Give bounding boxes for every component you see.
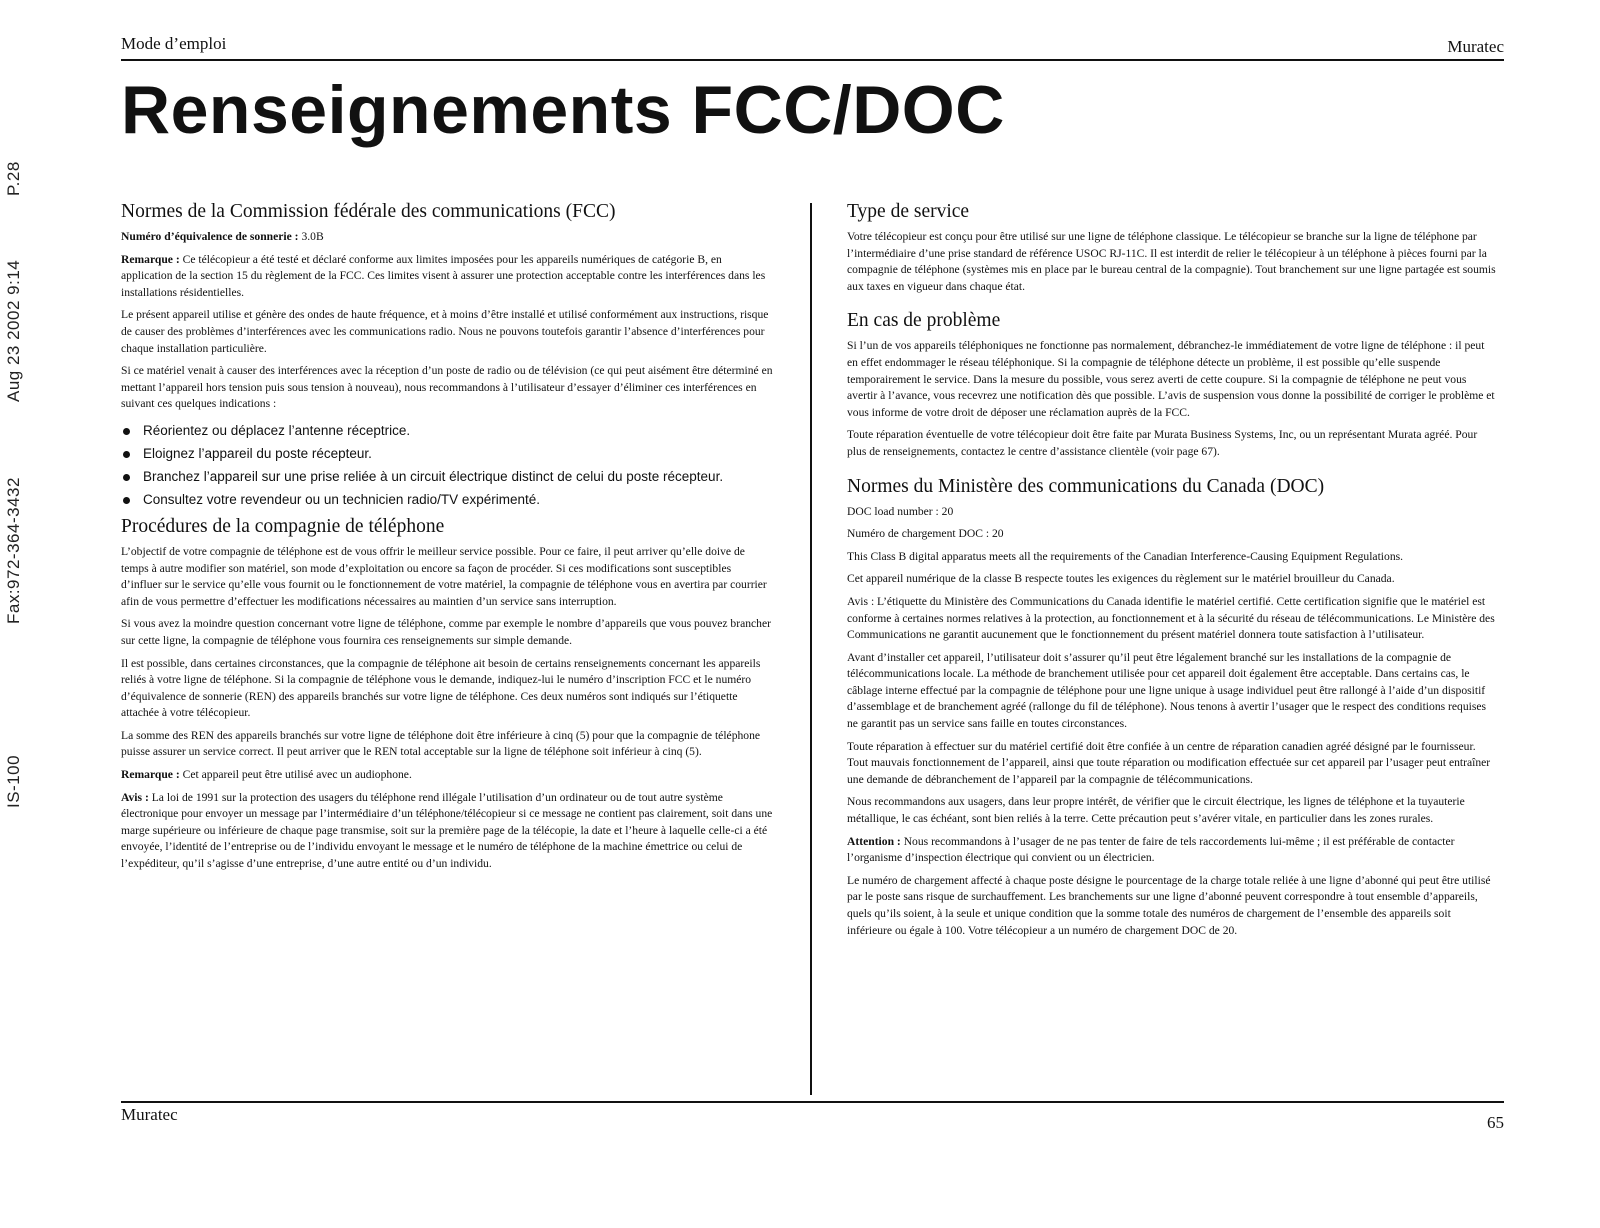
fcc-paragraph-3: Si ce matériel venait à causer des interférences avec la réception d’un poste de radio ou de télévision (ce qui peut aisément être déterminé en mettant l’appareil hors tension puis sous tension à nouveau), nous recommandons à l’utilisateur d’essayer d’éliminer ces interférences en suivant ces quelques indications : — [121, 364, 773, 411]
doc-heading: Normes du Ministère des communications du Canada (DOC) — [847, 475, 1325, 497]
class-b-english: This Class B digital apparatus meets all the requirements of the Canadian Interference-Causing Equipment Regulations. — [847, 549, 1404, 563]
fax-date-label: Aug 23 2002 9:14 — [4, 259, 23, 402]
bullet-icon — [123, 428, 130, 435]
column-divider — [810, 203, 812, 1095]
page-title: Renseignements FCC/DOC — [121, 72, 1005, 148]
phone-company-heading: Procédures de la compagnie de téléphone — [121, 515, 445, 537]
footer-brand: Muratec — [121, 1105, 178, 1124]
audiophone-remark — [121, 767, 773, 784]
doc-install-paragraph: Avant d’installer cet appareil, l’utilisateur doit s’assurer qu’il peut être légalement branché sur les installations de la compagnie de télécommunications locale. La méthode de branchement utilisée pour cet appareil doit également être acceptable. Dans certains cas, le câblage interne effectué par la compagnie de téléphone pour une ligne unique à usage individuel peut être rallongé à l’aide d’un dispositif d’assemblage et de branchement agréé (rallonge du fil de téléphone). Nous tenons à avertir l’usager que le respect des conditions requises ne garantit pas un service sans faille en toutes circonstances. — [847, 650, 1487, 731]
doc-attention — [847, 834, 1497, 867]
fcc-remark — [121, 252, 773, 302]
list-item — [121, 465, 773, 488]
service-heading: Type de service — [847, 201, 970, 222]
page-number: 65 — [1487, 1113, 1504, 1132]
list-item-text: Eloignez l’appareil du poste récepteur. — [143, 445, 372, 461]
doc-charge-number: Numéro de chargement DOC : 20 — [847, 527, 1004, 541]
bullet-icon — [123, 497, 130, 504]
list-item — [121, 442, 773, 465]
phone-paragraph-2: Si vous avez la moindre question concernant votre ligne de téléphone, comme par exemple le nombre d’appareils que vous pouvez brancher sur cette ligne, la compagnie de téléphone vous fournira ces renseignements sur simple demande. — [121, 617, 771, 647]
notice-text: La loi de 1991 sur la protection des usagers du téléphone rend illégale l’utilisation d’un ordinateur ou de tout autre système électronique pour envoyer un message par l’intermédiaire d’un téléphone/télécopieur si ce message ne contient pas clairement, soit dans une marge supérieure ou inférieure de chaque page transmise, soit sur la première page de la télécopie, la date et l’heure à laquelle celle-ci a été envoyée, l’identité de l’entreprise ou de l’individu envoyant le message et le numéro de téléphone de la machine émettrice ou celui de l’expéditeur, qu’il s’agisse d’une entreprise, d’une autre entité ou d’un individu. — [121, 790, 773, 871]
doc-ground-paragraph: Nous recommandons aux usagers, dans leur propre intérêt, de vérifier que le circuit électrique, les lignes de téléphone et la tuyauterie métallique, le cas échéant, sont bien reliés à la terre. Cette précaution peut s’avérer vitale, en particulier dans les zones rurales. — [847, 795, 1465, 826]
phone-paragraph-1: L’objectif de votre compagnie de téléphone est de vous offrir le meilleur service possible. Pour ce faire, il peut arriver qu’elle doive de temps à autre modifier son matériel, son mode d’exploitation ou encore sa façon de procéder. Si ces modifications sont susceptibles d’influer sur le service qu’elle vous fournit ou le fonctionnement de votre matériel, la compagnie de téléphone vous en avertira par courrier afin de vous permettre d’effectuer les modifications nécessaires au maintien d’un service sans interruption. — [121, 544, 767, 608]
list-item — [121, 419, 773, 442]
header-left: Mode d’emploi — [121, 34, 227, 53]
problem-paragraph-2: Toute réparation éventuelle de votre télécopieur doit être faite par Murata Business Systems, Inc, ou un représentant Murata agréé. Pour plus de renseignements, contactez le centre d’assistance clientèle (voir page 67). — [847, 428, 1478, 458]
fax-header-margin — [0, 0, 40, 1228]
right-column — [847, 200, 1497, 945]
list-item — [121, 488, 773, 511]
fcc-paragraph-2: Le présent appareil utilise et génère des ondes de haute fréquence, et à moins d’être installé et utilisé conformément aux instructions, risque de causer des problèmes d’interférences avec les communications radio. Nous ne pouvons toutefois garantir l’absence d’interférences pour chaque installation particulière. — [121, 308, 769, 355]
problem-paragraph-1: Si l’un de vos appareils téléphoniques ne fonctionne pas normalement, débranchez-le immédiatement de votre ligne de téléphone : il peut en effet endommager le réseau téléphonique. Si la compagnie de téléphone détecte un problème, il est possible qu’elle suspende temporairement le service. Dans la mesure du possible, vous serez averti de cette coupure. Si la compagnie de téléphone ne peut vous avertir à l’avance, vous recevrez une notification dès que possible. L’avis de suspension vous donne la possibilité de corriger le problème et vous informe de votre droit de déposer une réclamation auprès de la FCC. — [847, 339, 1495, 419]
bullet-icon — [123, 451, 130, 458]
header-rule — [121, 59, 1504, 61]
fax-id-label: IS-100 — [4, 754, 23, 808]
footer-rule — [121, 1101, 1504, 1103]
remark-label: Remarque : — [121, 252, 180, 266]
remark-text: Ce télécopieur a été testé et déclaré conforme aux limites imposées pour les appareils numériques de catégorie B, en application de la section 15 du règlement de la FCC. Ces limites visent à assurer une protection acceptable contre les interférences dans les installations résidentielles. — [121, 252, 766, 299]
class-b-french: Cet appareil numérique de la classe B respecte toutes les exigences du règlement sur le matériel brouilleur du Canada. — [847, 572, 1395, 586]
doc-repair-paragraph: Toute réparation à effectuer sur du matériel certifié doit être confiée à un centre de réparation canadien agréé désigné par le fournisseur. Tout mauvais fonctionnement de l’appareil, ainsi que toute réparation ou modification effectuée sur cet appareil par l’usager peut entraîner une demande de débranchement de l’appareil par la compagnie de télécommunications. — [847, 739, 1491, 786]
service-paragraph: Votre télécopieur est conçu pour être utilisé sur une ligne de téléphone classique. Le télécopieur se branche sur la ligne de téléphone par l’intermédiaire d’une prise standard de référence USOC RJ-11C. Il est interdit de relier le télécopieur à un téléphone à pièces fourni par la compagnie de téléphone (systèmes mis en place par le bureau central de la compagnie). Tout branchement sur une ligne partagée est soumis aux taxes en vigueur dans chaque état. — [847, 230, 1496, 293]
bullet-icon — [123, 474, 130, 481]
doc-load-paragraph: Le numéro de chargement affecté à chaque poste désigne le pourcentage de la charge totale reliée à une ligne d’abonné qui peut être utilisé par le poste sans risque de surchauffement. Les branchements sur une ligne d’abonné peuvent correspondre à tout ensemble d’appareils, quels qu’ils soient, à la seule et unique condition que la somme totale des numéros de chargement de l’ensemble des appareils soit inférieure ou égale à 100. Votre télécopieur a un numéro de chargement DOC de 20. — [847, 873, 1491, 937]
ringer-equivalence — [121, 229, 773, 246]
list-item-text: Branchez l’appareil sur une prise reliée à un circuit électrique distinct de celui du poste récepteur. — [143, 468, 724, 484]
problem-section — [847, 309, 1497, 460]
service-section — [847, 200, 1497, 295]
attention-label: Attention : — [847, 834, 901, 848]
problem-heading: En cas de problème — [847, 310, 1001, 332]
interference-tips-list — [121, 419, 773, 511]
doc-load-number: DOC load number : 20 — [847, 504, 954, 518]
remark-text: Cet appareil peut être utilisé avec un audiophone. — [182, 768, 412, 782]
header-right: Muratec — [1447, 37, 1504, 56]
ringer-label: Numéro d’équivalence de sonnerie : — [121, 230, 299, 243]
fcc-heading: Normes de la Commission fédérale des communications (FCC) — [121, 201, 616, 222]
doc-section — [847, 475, 1497, 940]
list-item-text: Réorientez ou déplacez l’antenne réceptrice. — [143, 422, 411, 438]
list-item-text: Consultez votre revendeur ou un technicien radio/TV expérimenté. — [143, 491, 540, 507]
remark-label: Remarque : — [121, 768, 180, 782]
ringer-value: 3.0B — [301, 230, 324, 243]
fax-page-label: P.28 — [4, 161, 23, 196]
fax-number-label: Fax:972-364-3432 — [4, 477, 23, 624]
notice-label: Avis : — [121, 790, 149, 804]
phone-company-section — [121, 515, 773, 873]
tcpa-notice — [121, 790, 773, 873]
left-column — [121, 200, 773, 879]
attention-text: Nous recommandons à l’usager de ne pas tenter de faire de tels raccordements lui-même ; il est préférable de contacter l’organisme d’inspection électrique qui convient ou un électricien. — [847, 834, 1455, 865]
doc-notice: Avis : L’étiquette du Ministère des Communications du Canada identifie le matériel certifié. Cette certification signifie que le matériel est conforme à certaines normes relatives à la protection, au fonctionnement et à la sécurité du réseau de télécommunications. Le Ministère des Communications ne garantit aucunement que le fonctionnement du présent matériel donnera toute satisfaction à l’utilisateur. — [847, 594, 1495, 642]
phone-paragraph-4: La somme des REN des appareils branchés sur votre ligne de téléphone doit être inférieure à cinq (5) pour que la compagnie de téléphone puisse assurer un service correct. Il peut arriver que le REN total acceptable sur la ligne de téléphone soit inférieur à cinq (5). — [121, 728, 761, 759]
phone-paragraph-3: Il est possible, dans certaines circonstances, que la compagnie de téléphone ait besoin de certains renseignements concernant les appareils reliés à votre ligne de téléphone. Si la compagnie de téléphone vous le demande, indiquez-lui le numéro d’inscription FCC et le numéro d’équivalence de sonnerie (REN) des appareils branchés sur votre ligne de téléphone. Ces deux numéros sont indiqués sur l’étiquette attachée à votre télécopieur. — [121, 656, 761, 720]
fcc-section — [121, 200, 773, 511]
